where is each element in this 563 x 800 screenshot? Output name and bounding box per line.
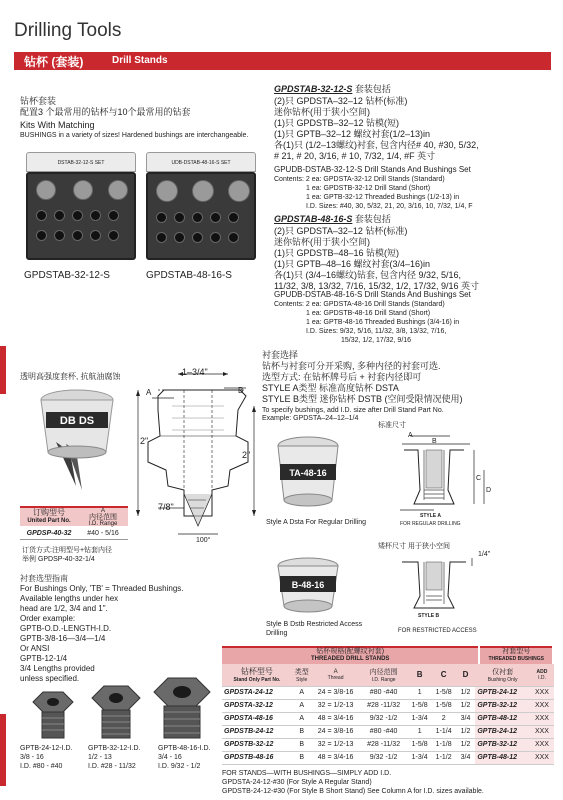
kits-cn-desc: 配置3 个最常用的钻杯与10个最常用的钻套 — [20, 107, 191, 117]
tt-grid — [222, 664, 554, 765]
cup-table-h1 — [20, 508, 78, 526]
set48-en-line: Contents: 2 ea: GPDSTA-48-16 Drill Stands (Standard) — [274, 301, 445, 308]
table-cell: GPTB-32-12 — [475, 699, 530, 712]
set32-en-title: GPUDB-DSTAB-32-12-S Drill Stands And Bushings Set — [274, 165, 471, 174]
bushing-part-image-32 — [88, 684, 144, 742]
select-line: 钻杯与衬套可分开采购, 多种内径的衬套可选. — [262, 361, 441, 371]
style-b-diag-sub: FOR RESTRICTED ACCESS — [398, 628, 477, 634]
kits-cn-title: 钻杯套装 — [20, 96, 57, 106]
set32-line: # 21, # 20, 3/16, # 10, 7/32, 1/4, #F 英寸 — [274, 151, 436, 161]
set32-en-line: 1 ea: GPTB-32-12 Threaded Bushings (1/2-13) in — [306, 194, 460, 201]
select-line: STYLE A类型 标准高度钻杯 DSTA — [262, 383, 399, 393]
mini-size-label: 矮杯尺寸 用于狭小空间 — [378, 543, 450, 550]
dim-bottom: 7/8" — [158, 502, 174, 512]
part-name: GPTB-24-12-I.D. — [20, 745, 73, 752]
set32-line: (1)只 GPTB–32–12 螺纹衬套(1/2–13)in — [274, 129, 431, 139]
table-row — [222, 751, 554, 764]
section-title-cn: 钻杯 (套装) — [24, 55, 84, 69]
set48-heading — [274, 214, 391, 225]
part-thread: 1/2 - 13 — [88, 754, 112, 761]
table-cell: XXX — [530, 725, 554, 738]
cup-a-text: TA-48-16 — [289, 468, 327, 478]
table-cell: 32 = 1/2-13 — [312, 699, 360, 712]
col-style-en: Style — [296, 676, 308, 683]
bushing-guide-title: 衬套选型指南 — [20, 574, 68, 583]
tt-title2 — [480, 646, 552, 664]
table-cell: 1/2 — [456, 699, 476, 712]
diag-d-label: D — [486, 487, 492, 494]
drill-cup-photo — [36, 382, 118, 494]
case-label-32: GPDSTAB-32-12-S — [24, 270, 110, 281]
section-bar — [14, 52, 551, 70]
tt-header-row — [222, 664, 554, 686]
col-part-en: Stand Only Part No. — [233, 677, 281, 684]
table-cell: GPDSTA-24-12 — [222, 686, 292, 699]
col-d: D — [456, 664, 476, 686]
guide-line: GPTB-O.D.-LENGTH-I.D. — [20, 624, 112, 633]
style-b-diagram — [392, 551, 491, 628]
part-name: GPTB-48-16-I.D. — [158, 745, 211, 752]
cup-row-part: GPDSP-40-32 — [26, 530, 72, 537]
table-row — [222, 738, 554, 751]
table-row — [222, 686, 554, 699]
set32-heading-code: GPDSTAB-32-12-S — [274, 84, 353, 94]
dim-quarter: 1/4" — [478, 551, 491, 558]
guide-line: 3/4 Lengths provided — [20, 664, 95, 673]
set32-heading — [274, 84, 391, 95]
cup-h2-cn: 内径范围 — [89, 514, 117, 521]
select-lines — [262, 361, 556, 405]
kits-en-desc: BUSHINGS in a variety of sizes! Hardened bushings are interchangeable. — [20, 132, 249, 139]
table-cell: B — [292, 738, 312, 751]
style-a-caption: Style A Dsta For Regular Drilling — [266, 519, 366, 526]
tt-footer-2: GPDSTA-24-12-#30 (For Style A Regular Stand) — [222, 779, 372, 786]
table-cell: #28 -11/32 — [360, 699, 408, 712]
tt-footer-1: FOR STANDS—WITH BUSHINGS—SIMPLY ADD I.D. — [222, 770, 392, 777]
svg-text:DB DS: DB DS — [59, 415, 95, 427]
kit-case-32 — [26, 152, 136, 260]
set32-line: (1)只 GPDSTB–32–12 钻模(短) — [274, 118, 400, 128]
set48-en-title: GPUDB-DSTAB-48-16-S Drill Stands And Bushings Set — [274, 290, 471, 299]
dim-height-right: 2" — [242, 450, 251, 460]
table-cell: 1/2 — [456, 686, 476, 699]
set32-en-line: 1 ea: GPDSTB-32-12 Drill Stand (Short) — [306, 185, 431, 192]
table-cell: GPTB-32-12 — [475, 738, 530, 751]
table-cell: GPTB-48-12 — [475, 751, 530, 764]
set32-heading-cn: 套装包括 — [352, 84, 391, 94]
table-row — [222, 712, 554, 725]
table-cell: GPDSTA-48-16 — [222, 712, 292, 725]
col-bush-cn: 仅衬套 — [492, 668, 514, 676]
col-id-cn: 内径范围 — [369, 668, 398, 676]
cup-b-text: B-48-16 — [291, 580, 325, 590]
guide-line: GPTB-3/8-16—3/4—1/4 — [20, 634, 106, 643]
cup-h1-cn: 订购型号 — [33, 508, 65, 517]
set48-line: 各(1)只 (3/4–16螺纹)钻套, 包含内径 9/32, 5/16, — [274, 270, 462, 280]
cup-h2-a: A — [100, 508, 105, 514]
table-cell: A — [292, 699, 312, 712]
col-add: ADD — [536, 668, 548, 675]
table-cell: 1/2 — [456, 725, 476, 738]
table-cell: 1-3/4 — [408, 751, 432, 764]
set48-en-line: 1 ea: GPDSTB-48-16 Drill Stand (Short) — [306, 310, 431, 317]
case-lid-label: UDB-DSTAB-48-16-S SET — [171, 160, 231, 166]
dim-height-left: 2" — [140, 436, 149, 446]
table-cell: 3/4 — [456, 751, 476, 764]
select-en-line: Example: GPDSTA–24–12–1/4 — [262, 415, 359, 422]
part-id: I.D. #80 - #40 — [20, 763, 63, 770]
cup-note1: 订货方式:注明型号+钻套内径 — [22, 547, 113, 554]
bushing-part-image-48 — [150, 676, 214, 742]
cup-h2-en: I.D. Range — [88, 521, 118, 527]
set32-en-line: Contents: 2 ea: GPDSTA-32-12 Drill Stands (Standard) — [274, 176, 445, 183]
table-cell: GPTB-48-12 — [475, 712, 530, 725]
dim-a-label: A — [146, 388, 152, 397]
guide-line: Order example: — [20, 614, 76, 623]
std-size-label: 标准尺寸 — [378, 422, 406, 429]
cup-row-range: #40 - 5/16 — [87, 530, 119, 537]
tt-title-en: THREADED DRILL STANDS — [310, 656, 390, 662]
col-add2: I.D. — [538, 674, 546, 681]
set32-line: 各(1)只 (1/2–13螺纹)衬套, 包含内径# 40, #30, 5/32, — [274, 140, 479, 150]
part-name: GPTB-32-12-I.D. — [88, 745, 141, 752]
side-marker — [0, 346, 6, 394]
table-cell: 9/32 -1/2 — [360, 751, 408, 764]
diag-b-label: B — [432, 438, 437, 445]
case-label-48: GPDSTAB-48-16-S — [146, 270, 232, 281]
drill-cup-caption: 透明高强度套杯, 抗航油腐蚀 — [20, 372, 121, 381]
tt-footer-3: GPDSTB-24-12-#30 (For Style B Short Stand) See Column A for I.D. sizes available. — [222, 788, 484, 795]
table-cell: 1-5/8 — [432, 686, 456, 699]
table-cell: B — [292, 725, 312, 738]
set32-lines — [274, 96, 554, 162]
guide-line: Or ANSI — [20, 644, 50, 653]
table-cell: GPDSTB-48-16 — [222, 751, 292, 764]
table-cell: #80 -#40 — [360, 725, 408, 738]
table-cell: GPDSTA-32-12 — [222, 699, 292, 712]
table-cell: 24 = 3/8-16 — [312, 725, 360, 738]
select-title: 衬套选择 — [262, 350, 299, 360]
set48-heading-code: GPDSTAB-48-16-S — [274, 214, 353, 224]
select-en-line: To specify bushings, add I.D. size after Drill Stand Part No. — [262, 407, 444, 414]
table-cell: #80 -#40 — [360, 686, 408, 699]
table-cell: 48 = 3/4-16 — [312, 712, 360, 725]
part-id: I.D. #28 - 11/32 — [88, 763, 136, 770]
table-cell: XXX — [530, 712, 554, 725]
table-cell: 48 = 3/4-16 — [312, 751, 360, 764]
table-cell: 1/2 — [456, 738, 476, 751]
table-cell: 2 — [432, 712, 456, 725]
diag-c-label: C — [476, 475, 482, 482]
table-cell: 1-5/8 — [432, 699, 456, 712]
table-cell: A — [292, 686, 312, 699]
bushing-part-image-24 — [28, 690, 78, 742]
table-cell: 1-3/4 — [408, 712, 432, 725]
style-b-diag-label: STYLE B — [418, 613, 440, 619]
set32-en-line: I.D. Sizes: #40, 30, 5/32, 21, 20, 3/16, 10, 7/32, 1/4, F — [306, 203, 473, 210]
table-row — [222, 725, 554, 738]
cup-h1-en: United Part No. — [27, 518, 71, 524]
col-b: B — [408, 664, 432, 686]
page-title: Drilling Tools — [14, 20, 122, 41]
table-cell: 1-5/8 — [408, 738, 432, 751]
style-a-photo — [270, 434, 346, 514]
table-cell: GPDSTB-32-12 — [222, 738, 292, 751]
table-cell: 1-1/2 — [432, 751, 456, 764]
guide-line: GPTB-12-1/4 — [20, 654, 68, 663]
table-cell: B — [292, 751, 312, 764]
table-cell: GPTB-24-12 — [475, 725, 530, 738]
side-marker — [0, 714, 6, 786]
part-id: I.D. 9/32 - 1/2 — [158, 763, 201, 770]
table-cell: GPDSTB-24-12 — [222, 725, 292, 738]
diag-a-label: A — [408, 432, 413, 439]
table-cell: 3/4 — [456, 712, 476, 725]
cup-note2: 举例 GPDSP-40-32-1/4 — [22, 556, 95, 563]
dim-angle: 100° — [196, 537, 211, 544]
tt-title-cn: 钻杯规格(配螺纹衬套) — [316, 648, 385, 655]
style-a-diag-sub: FOR REGULAR DRILLING — [400, 521, 461, 527]
set32-line: 迷你钻杯(用于狭小空间) — [274, 107, 370, 117]
guide-line: head are 1/2, 3/4 and 1". — [20, 604, 108, 613]
kits-en-title: Kits With Matching — [20, 120, 95, 130]
tt-title2-cn: 衬套型号 — [502, 648, 531, 655]
threaded-table — [222, 646, 552, 765]
bushing-part-24 — [20, 744, 90, 771]
select-line: STYLE B类型 迷你钻杯 DSTB (空间受限情况使用) — [262, 394, 463, 404]
case-lid-label: DSTAB-32-12-S SET — [57, 160, 105, 166]
drill-cup-table — [20, 506, 128, 540]
set48-heading-cn: 套装包括 — [352, 214, 391, 224]
set48-line: 迷你钻杯(用于狭小空间) — [274, 237, 370, 247]
style-b-caption: Style B Dstb Restricted Access Drilling — [266, 621, 363, 637]
col-style-cn: 类型 — [294, 668, 309, 676]
guide-line: For Bushings Only, 'TB' = Threaded Bushings. — [20, 584, 184, 593]
guide-line: Available lengths under hex — [20, 594, 119, 603]
select-line: 选型方式: 在钻杯牌号后 + 衬套内径即可 — [262, 372, 422, 382]
set48-line: (1)只 GPTB–48–16 螺纹衬套(3/4–16)in — [274, 259, 431, 269]
table-cell: 1 — [408, 686, 432, 699]
guide-line: unless specified. — [20, 674, 80, 683]
part-thread: 3/4 - 16 — [158, 754, 182, 761]
set48-line: (2)只 GPDSTA–32–12 钻杯(标准) — [274, 226, 408, 236]
dim-top: 1–3/4" — [182, 367, 208, 377]
table-cell: XXX — [530, 699, 554, 712]
table-cell: XXX — [530, 686, 554, 699]
part-thread: 3/8 - 16 — [20, 754, 44, 761]
table-row — [222, 699, 554, 712]
kit-case-48 — [146, 152, 256, 260]
table-cell: XXX — [530, 751, 554, 764]
col-bush-en: Bushing Only — [487, 676, 518, 683]
col-id-en: I.D. Range — [371, 676, 396, 683]
set32-line: (2)只 GPDSTA–32–12 钻杯(标准) — [274, 96, 408, 106]
set48-line: (1)只 GPDSTB–48–16 钻模(短) — [274, 248, 400, 258]
tt-title — [222, 646, 478, 664]
table-cell: 1-1/8 — [432, 738, 456, 751]
tt-title2-en: THREADED BUSHINGS — [488, 656, 544, 662]
table-cell: A — [292, 712, 312, 725]
table-cell: 1 — [408, 725, 432, 738]
table-cell: XXX — [530, 738, 554, 751]
table-cell: 1-1/4 — [432, 725, 456, 738]
bushing-part-32 — [88, 744, 158, 771]
table-cell: #28 -11/32 — [360, 738, 408, 751]
cup-table-h2 — [78, 508, 128, 526]
style-b-photo — [270, 556, 346, 618]
set48-en-line: I.D. Sizes: 9/32, 5/16, 11/32, 3/8, 13/32, 7/16, — [306, 328, 447, 335]
set48-en-line: 1 ea: GPTB-48-16 Threaded Bushings (3/4-16) in — [306, 319, 460, 326]
set48-en-line: 15/32, 1/2, 17/32, 9/16 — [341, 337, 412, 344]
table-cell: 32 = 1/2-13 — [312, 738, 360, 751]
style-a-diag-label: STYLE A — [420, 513, 441, 519]
col-part-cn: 钻杯型号 — [240, 667, 273, 677]
table-cell: 24 = 3/8-16 — [312, 686, 360, 699]
section-title-en: Drill Stands — [112, 55, 168, 66]
table-cell: 1-5/8 — [408, 699, 432, 712]
table-cell: GPTB-24-12 — [475, 686, 530, 699]
table-cell: 9/32 -1/2 — [360, 712, 408, 725]
cup-table-row — [20, 526, 128, 540]
dim-b-label: B — [238, 386, 244, 395]
col-c: C — [432, 664, 456, 686]
set48-line: 11/32, 3/8, 13/32, 7/16, 15/32, 1/2, 17/32, 9/16 英寸 — [274, 281, 479, 291]
col-a: A — [333, 668, 338, 675]
col-thread: Thread — [327, 674, 344, 681]
set48-lines — [274, 226, 556, 292]
